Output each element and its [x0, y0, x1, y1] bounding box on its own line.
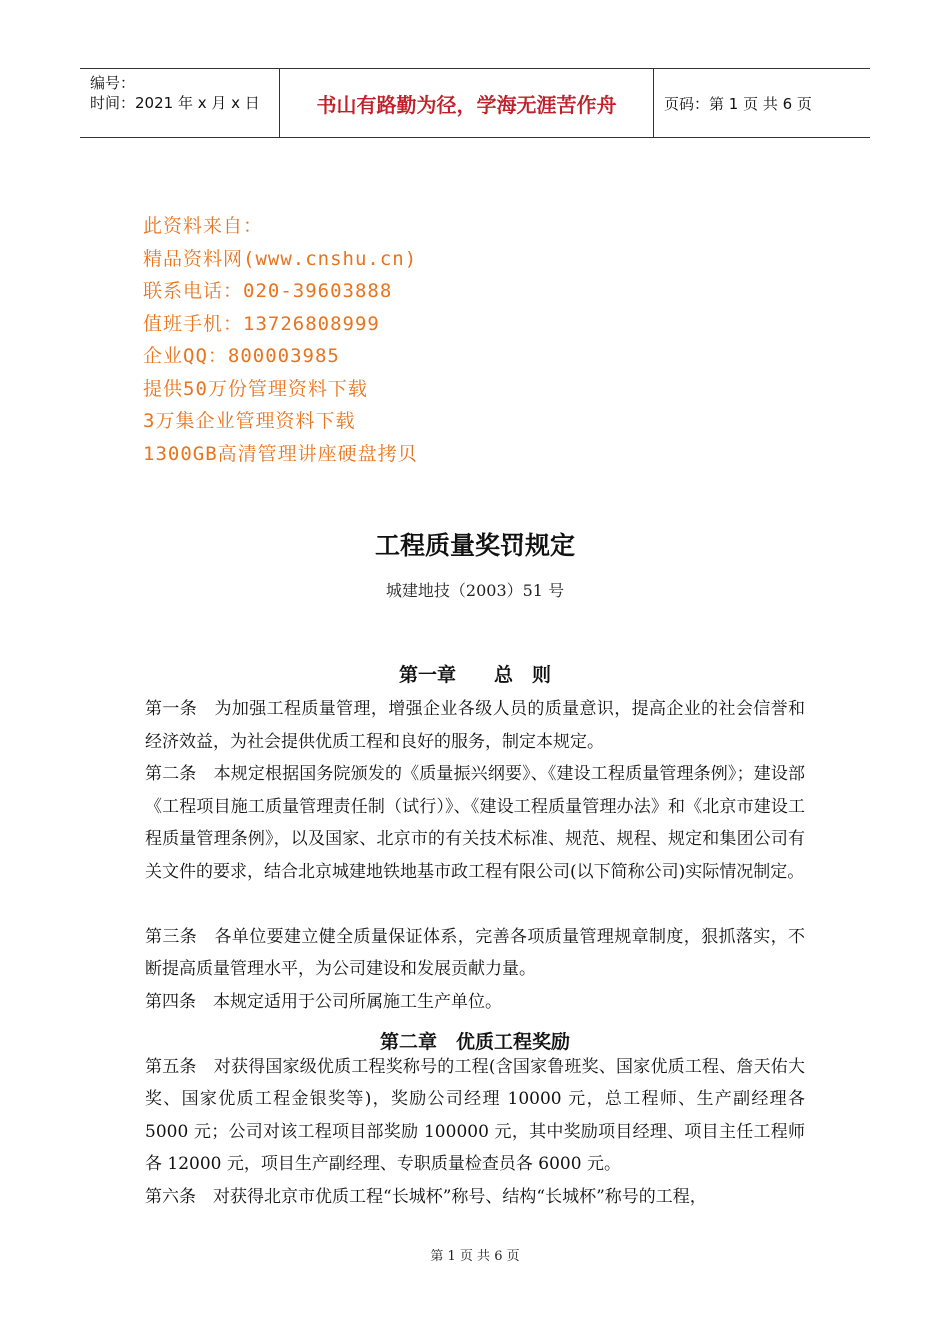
article-3: 第三条 各单位要建立健全质量保证体系，完善各项质量管理规章制度，狠抓落实，不断提高质量管理水平，为公司建设和发展贡献力量。 — [145, 926, 805, 979]
promo-block — [143, 210, 418, 470]
promo-line: 提供50万份管理资料下载 — [143, 377, 368, 400]
article-5: 第五条 对获得国家级优质工程奖称号的工程(含国家鲁班奖、国家优质工程、詹天佑大奖、国家优质工程金银奖等)，奖励公司经理 10000 元，总工程师、生产副经理各 5000 元；公司对该工程项目部奖励 100000 元，其中奖励项目经理、项目主任工程师各 12000 元，项目生产副经理、专职质量检查员各 6000 元。 — [145, 1056, 805, 1174]
promo-line: 3万集企业管理资料下载 — [143, 410, 356, 432]
promo-line: 此资料来自： — [143, 215, 264, 237]
promo-line: 值班手机：13726808999 — [143, 312, 380, 335]
document-title: 工程质量奖罚规定 — [374, 531, 575, 560]
promo-line: 联系电话：020-39603888 — [143, 280, 393, 302]
header-table — [80, 68, 870, 138]
chapter-heading-1: 第一章 总 则 — [398, 664, 551, 686]
document-subtitle: 城建地技（2003）51 号 — [385, 581, 565, 600]
promo-line: 企业QQ：800003985 — [143, 345, 340, 367]
page-label: 页码：第 1 页 共 6 页 — [664, 94, 812, 113]
number-label: 编号： — [90, 74, 136, 92]
article-2: 第二条 本规定根据国务院颁发的《质量振兴纲要》、《建设工程质量管理条例》；建设部《工程项目施工质量管理责任制（试行）》、《建设工程质量管理办法》和《北京市建设工程质量管理条例》，以及国家、北京市的有关技术标准、规范、规程、规定和集团公司有关文件的要求，结合北京城建地铁地基市政工程有限公司(以下简称公司)实际情况制定。 — [145, 764, 805, 882]
promo-line: 1300GB高清管理讲座硬盘拷贝 — [143, 442, 418, 465]
time-label: 时间：2021 年 x 月 x 日 — [90, 94, 260, 112]
document-body — [145, 693, 805, 1213]
chapter-heading-2: 第二章 优质工程奖励 — [379, 1031, 570, 1053]
promo-line: 精品资料网(www.cnshu.cn) — [143, 247, 418, 270]
article-4: 第四条 本规定适用于公司所属施工生产单位。 — [145, 991, 502, 1012]
article-6: 第六条 对获得北京市优质工程“长城杯”称号、结构“长城杯”称号的工程， — [145, 1186, 707, 1207]
header-left-cell — [80, 69, 280, 137]
page-footer: 第 1 页 共 6 页 — [430, 1249, 520, 1264]
motto: 书山有路勤为径，学海无涯苦作舟 — [280, 69, 654, 137]
article-1: 第一条 为加强工程质量管理，增强企业各级人员的质量意识，提高企业的社会信誉和经济效益，为社会提供优质工程和良好的服务，制定本规定。 — [145, 699, 805, 752]
